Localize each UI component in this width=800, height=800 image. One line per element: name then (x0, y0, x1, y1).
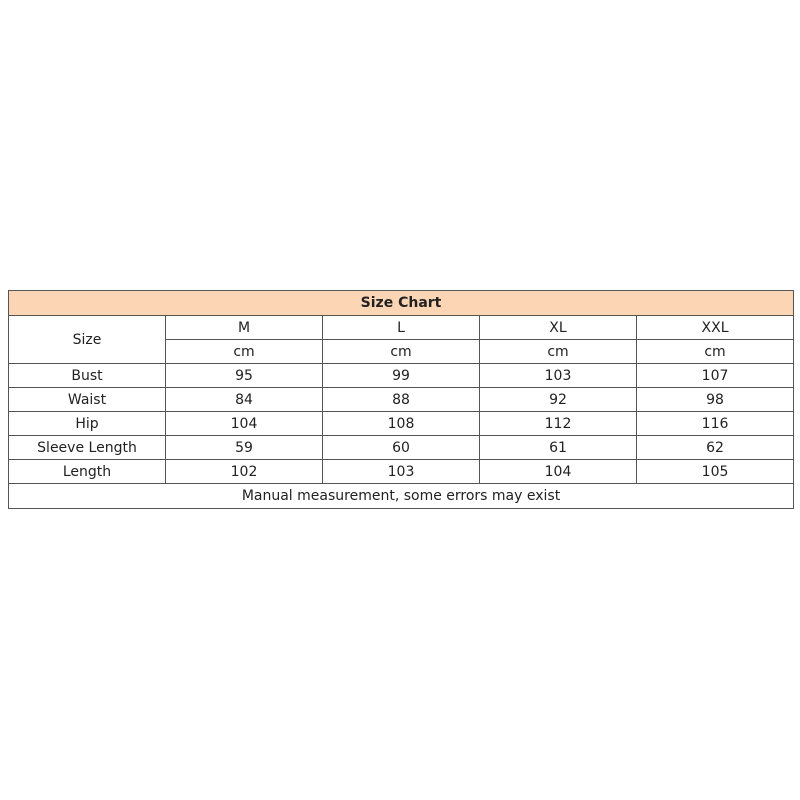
table-cell: 112 (480, 412, 637, 436)
table-cell: 92 (480, 388, 637, 412)
size-chart-table (8, 290, 794, 509)
size-column-header: XL (480, 316, 637, 340)
table-cell: 59 (166, 436, 323, 460)
table-cell: 104 (166, 412, 323, 436)
row-label: Length (9, 460, 166, 484)
table-cell: 102 (166, 460, 323, 484)
table-cell: 116 (637, 412, 794, 436)
table-cell: 103 (480, 364, 637, 388)
row-label: Hip (9, 412, 166, 436)
table-cell: 62 (637, 436, 794, 460)
table-row (9, 364, 794, 388)
table-cell: 61 (480, 436, 637, 460)
size-column-header: M (166, 316, 323, 340)
row-label: Bust (9, 364, 166, 388)
row-label: Waist (9, 388, 166, 412)
table-row (9, 412, 794, 436)
table-cell: 107 (637, 364, 794, 388)
unit-cell: cm (480, 340, 637, 364)
table-row (9, 460, 794, 484)
table-cell: 104 (480, 460, 637, 484)
table-cell: 95 (166, 364, 323, 388)
table-cell: 88 (323, 388, 480, 412)
table-cell: 103 (323, 460, 480, 484)
row-label: Sleeve Length (9, 436, 166, 460)
table-cell: 84 (166, 388, 323, 412)
table-cell: 99 (323, 364, 480, 388)
size-header-label: Size (9, 316, 166, 364)
table-cell: 98 (637, 388, 794, 412)
table-title: Size Chart (9, 291, 794, 316)
table-cell: 108 (323, 412, 480, 436)
table-cell: 105 (637, 460, 794, 484)
size-column-header: XXL (637, 316, 794, 340)
footer-note: Manual measurement, some errors may exist (9, 484, 794, 509)
unit-cell: cm (323, 340, 480, 364)
table-cell: 60 (323, 436, 480, 460)
size-column-header: L (323, 316, 480, 340)
table-row (9, 436, 794, 460)
unit-cell: cm (637, 340, 794, 364)
table-row (9, 388, 794, 412)
unit-cell: cm (166, 340, 323, 364)
